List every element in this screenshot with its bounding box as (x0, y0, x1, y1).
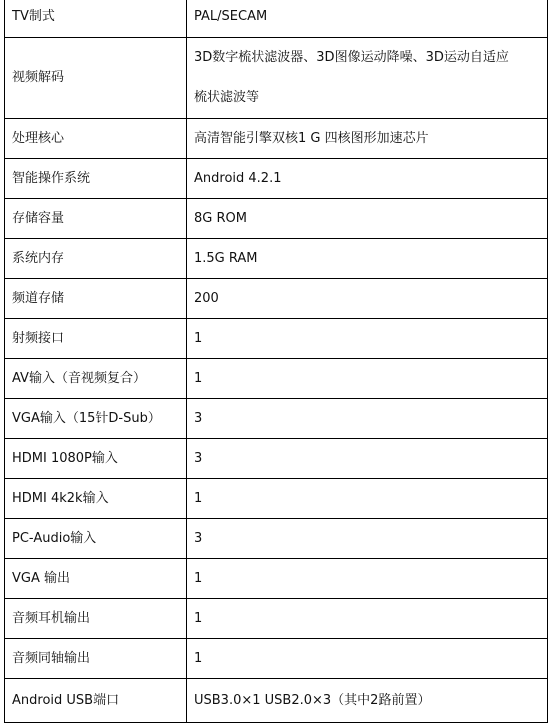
table-row-channel-storage (5, 279, 548, 319)
table-row-processing-core (5, 119, 548, 159)
table-row-video-decoding (5, 38, 548, 119)
table-row-operating-system (5, 159, 548, 199)
row-value: 1 (187, 559, 548, 599)
row-value: 8G ROM (187, 199, 548, 239)
row-label: 处理核心 (5, 119, 187, 159)
table-row-hdmi-1080p-input (5, 439, 548, 479)
row-label: 存储容量 (5, 199, 187, 239)
row-value: 1 (187, 639, 548, 679)
row-value-line: 3D数字梳状滤波器、3D图像运动降噪、3D运动自适应 (194, 50, 509, 65)
row-value: 200 (187, 279, 548, 319)
row-label: HDMI 1080P输入 (5, 439, 187, 479)
row-value: 1.5G RAM (187, 239, 548, 279)
table-row-hdmi-4k2k-input (5, 479, 548, 519)
row-label: 频道存储 (5, 279, 187, 319)
row-value: 3 (187, 519, 548, 559)
row-label: HDMI 4k2k输入 (5, 479, 187, 519)
row-label: 射频接口 (5, 319, 187, 359)
table-row-pc-audio-input (5, 519, 548, 559)
table-row-usb-ports (5, 679, 548, 723)
table-row-system-memory (5, 239, 548, 279)
row-value: 1 (187, 599, 548, 639)
row-value: 3 (187, 439, 548, 479)
row-value: 3 (187, 399, 548, 439)
row-value: 高清智能引擎双核1 G 四核图形加速芯片 (187, 119, 548, 159)
spec-table-body (5, 0, 548, 723)
row-value (187, 38, 548, 119)
row-value: Android 4.2.1 (187, 159, 548, 199)
row-label: TV制式 (5, 0, 187, 38)
table-row-vga-output (5, 559, 548, 599)
row-label: Android USB端口 (5, 679, 187, 723)
row-label: AV输入（音视频复合） (5, 359, 187, 399)
table-row-storage (5, 199, 548, 239)
table-row-headphone-output (5, 599, 548, 639)
row-label: PC-Audio输入 (5, 519, 187, 559)
spec-table (4, 0, 548, 723)
row-label: 音频耳机输出 (5, 599, 187, 639)
row-value-line: 梳状滤波等 (194, 90, 260, 105)
row-label: 系统内存 (5, 239, 187, 279)
table-row-vga-input (5, 399, 548, 439)
row-label: 智能操作系统 (5, 159, 187, 199)
row-label: 视频解码 (5, 38, 187, 119)
table-row-av-input (5, 359, 548, 399)
table-row-rf-port (5, 319, 548, 359)
row-value: PAL/SECAM (187, 0, 548, 38)
row-value: 1 (187, 319, 548, 359)
row-value: 1 (187, 359, 548, 399)
row-value: USB3.0×1 USB2.0×3（其中2路前置） (187, 679, 548, 723)
row-label: VGA输入（15针D-Sub） (5, 399, 187, 439)
row-label: 音频同轴输出 (5, 639, 187, 679)
table-row-coaxial-output (5, 639, 548, 679)
row-label: VGA 输出 (5, 559, 187, 599)
table-row-tv-standard (5, 0, 548, 38)
row-value: 1 (187, 479, 548, 519)
